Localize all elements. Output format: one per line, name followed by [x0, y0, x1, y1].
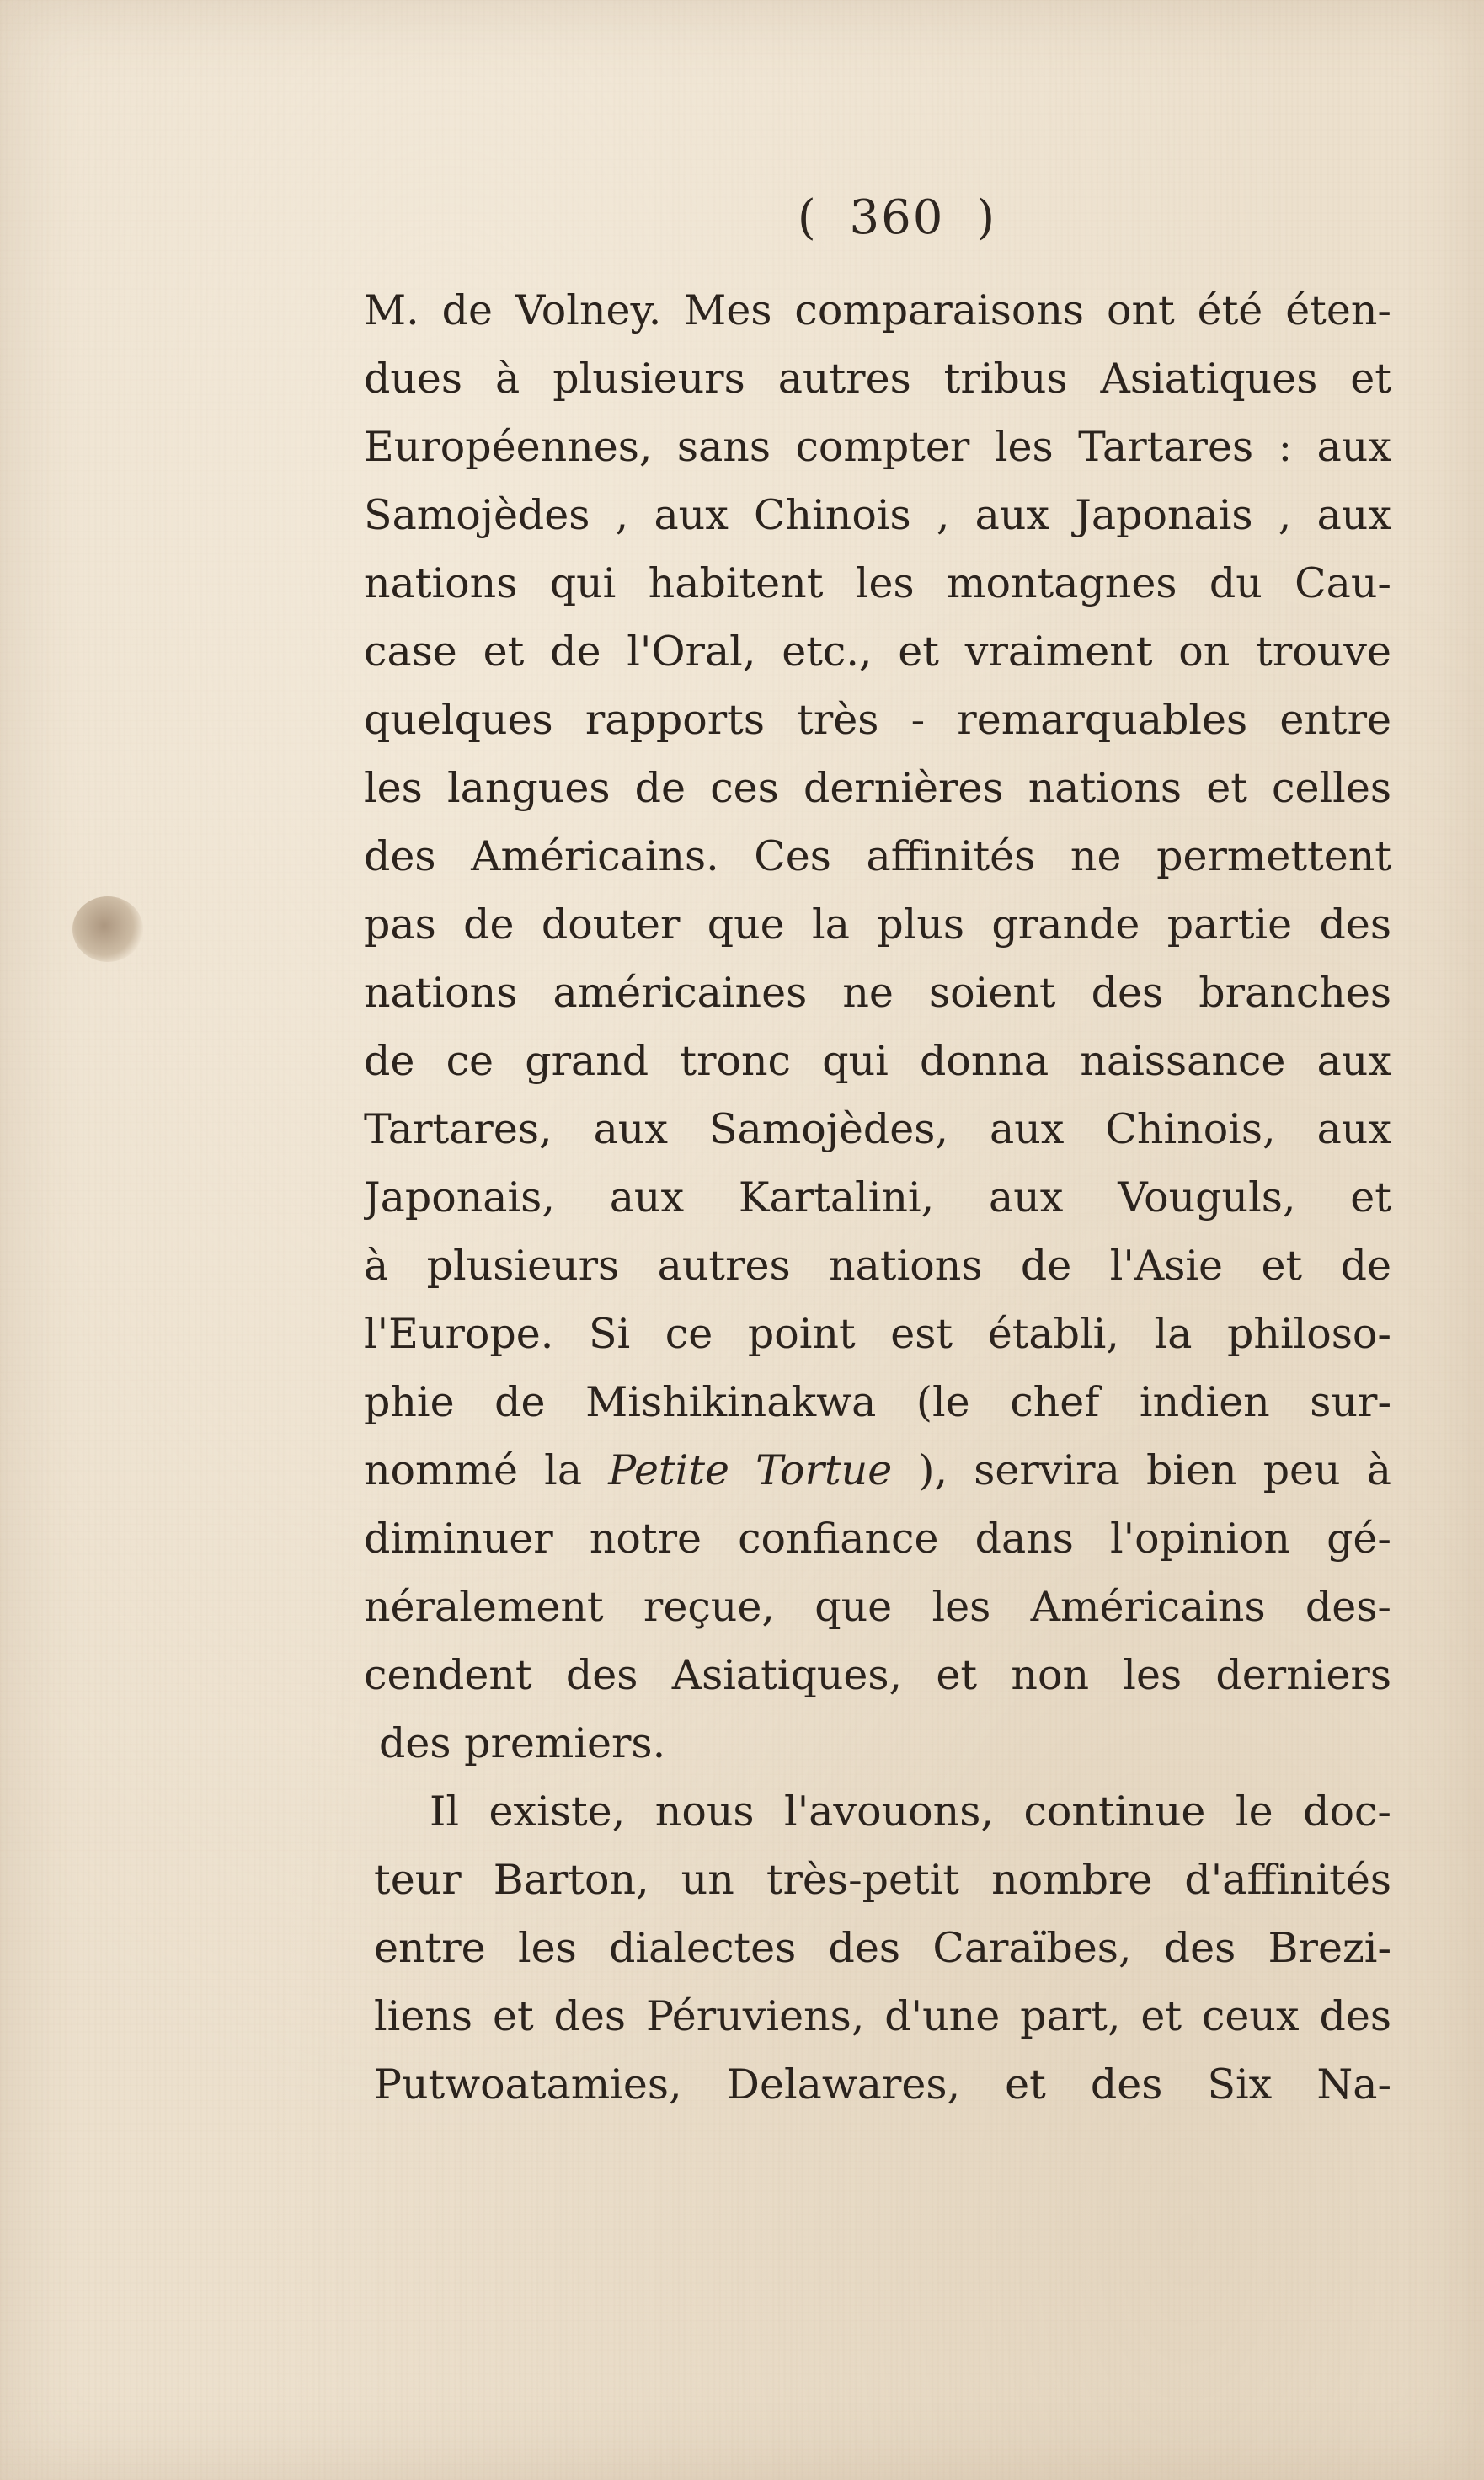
text-line: phie de Mishikinakwa (le chef indien sur-: [364, 1378, 1391, 1426]
text-segment: nommé la: [364, 1446, 609, 1494]
text-line: pas de douter que la plus grande partie des: [364, 901, 1391, 949]
text-line: l'Europe. Si ce point est établi, la philoso-: [364, 1310, 1391, 1358]
italic-title: Petite Tortue: [608, 1446, 893, 1494]
text-line: quelques rapports très - remarquables entre: [364, 696, 1391, 744]
text-line: Putwoatamies, Delawares, et des Six Na-: [374, 2060, 1391, 2109]
paper-stain: [72, 896, 143, 962]
text-line: Tartares, aux Samojèdes, aux Chinois, aux: [364, 1105, 1391, 1153]
text-line: néralement reçue, que les Américains des-: [364, 1583, 1391, 1631]
text-line: entre les dialectes des Caraïbes, des Brezi-: [374, 1924, 1391, 1972]
text-line: case et de l'Oral, etc., et vraiment on trouve: [364, 628, 1391, 676]
paragraph-last-line: des premiers.: [379, 1719, 666, 1767]
text-line: de ce grand tronc qui donna naissance aux: [364, 1037, 1391, 1085]
text-line: nations qui habitent les montagnes du Cau-: [364, 559, 1391, 607]
text-line: nations américaines ne soient des branches: [364, 969, 1391, 1017]
page-number-value: 360: [849, 190, 945, 245]
text-segment: ), servira bien peu à: [892, 1446, 1391, 1494]
body-text: [364, 276, 1391, 2119]
text-line: teur Barton, un très-petit nombre d'affinités: [374, 1856, 1391, 1904]
text-line: des Américains. Ces affinités ne permettent: [364, 832, 1391, 880]
text-line-with-italic: [364, 1436, 1391, 1505]
text-line: cendent des Asiatiques, et non les derniers: [364, 1651, 1391, 1699]
text-line: Japonais, aux Kartalini, aux Vouguls, et: [364, 1173, 1391, 1221]
page-number: ( 360 ): [797, 190, 997, 245]
text-line: diminuer notre confiance dans l'opinion gé-: [364, 1515, 1391, 1563]
text-line: Samojèdes , aux Chinois , aux Japonais , aux: [364, 491, 1391, 539]
text-line: à plusieurs autres nations de l'Asie et de: [364, 1242, 1391, 1290]
text-line: Européennes, sans compter les Tartares : aux: [364, 423, 1391, 471]
text-line: dues à plusieurs autres tribus Asiatiques et: [364, 355, 1391, 403]
text-line: liens et des Péruviens, d'une part, et ceux des: [374, 1992, 1391, 2040]
paragraph-first-line: Il existe, nous l'avouons, continue le doc-: [430, 1788, 1391, 1836]
text-line: les langues de ces dernières nations et celles: [364, 764, 1391, 812]
text-line: M. de Volney. Mes comparaisons ont été éten-: [364, 286, 1391, 334]
